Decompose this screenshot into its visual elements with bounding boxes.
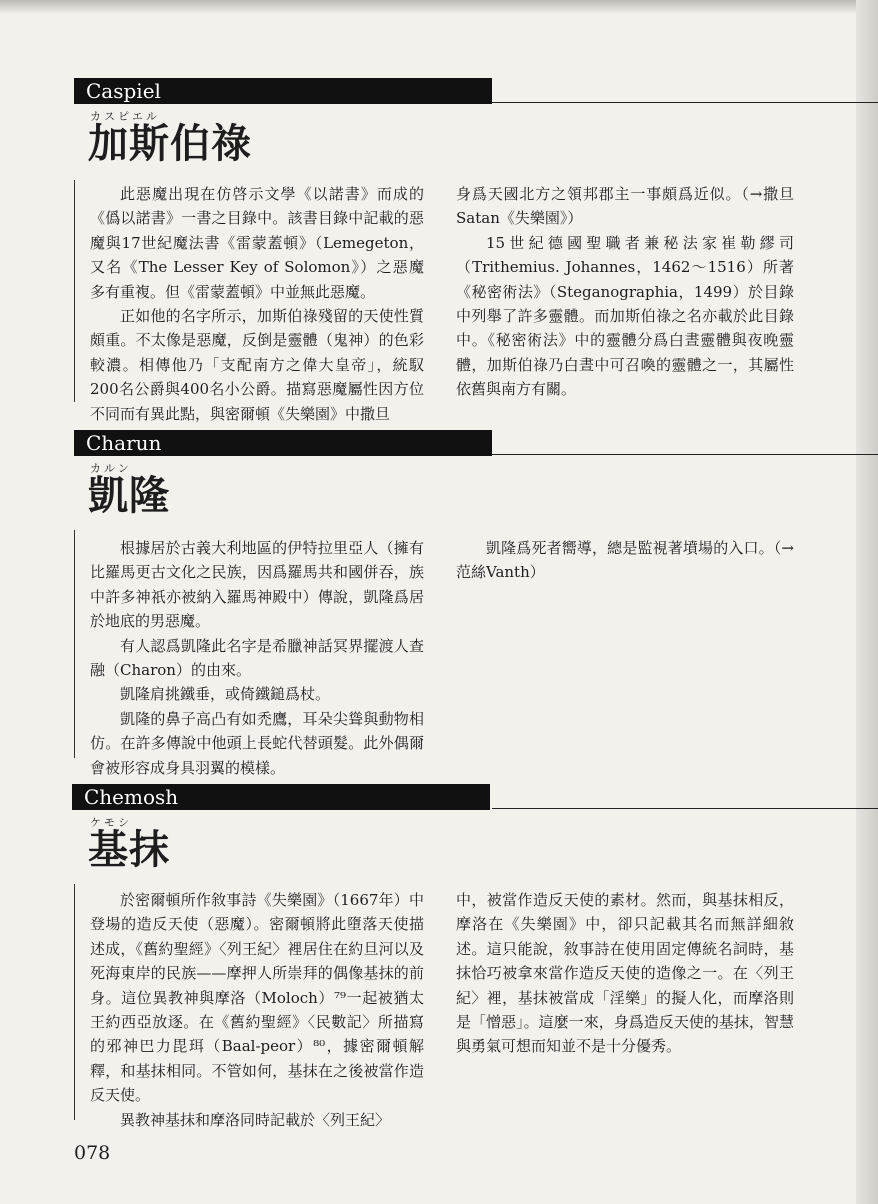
entry-left-column — [90, 536, 424, 780]
paragraph: 凱隆肩挑鐵垂，或倚鐵鎚爲杖。 — [120, 685, 331, 704]
entry-right-column — [456, 536, 794, 585]
entry-latin-name: Charun — [86, 431, 162, 455]
entry-kana: カスピエル — [90, 110, 160, 123]
page-top-shadow — [0, 0, 878, 14]
column-rule — [74, 530, 75, 758]
entry-latin-name: Chemosh — [84, 785, 179, 809]
entry-title: 基抹 — [88, 827, 170, 873]
entry-caspiel — [74, 78, 878, 423]
header-rule — [492, 808, 878, 809]
paragraph: 身爲天國北方之領邦郡主一事頗爲近似。（→撒旦Satan《失樂園》） — [456, 185, 794, 228]
entry-left-column — [90, 182, 424, 426]
paragraph: 根據居於古義大利地區的伊特拉里亞人（擁有比羅馬更古文化之民族，因爲羅馬共和國併吞，族中許多神祇亦被納入羅馬神殿中）傳說，凱隆爲居於地底的男惡魔。 — [90, 539, 424, 631]
column-rule — [74, 884, 75, 1120]
paragraph: 於密爾頓所作敘事詩《失樂園》（1667年）中登場的造反天使（惡魔）。密爾頓將此墮落天使描述成，《舊約聖經》〈列王紀〉裡居住在約旦河以及死海東岸的民族——摩押人所崇拜的偶像基抹的前身。這位異教神與摩洛（Moloch）⁷⁹一起被猶太王約西亞放逐。在《舊約聖經》〈民數記〉所描寫的邪神巴力毘珥（Baal-peor）⁸⁰，據密爾頓解釋，和基抹相同。不管如何，基抹在之後被當作造反天使。 — [90, 891, 424, 1105]
entry-left-column — [90, 888, 424, 1132]
entry-kana: ケモシ — [90, 816, 132, 829]
entry-right-column — [456, 888, 794, 1059]
page-number: 078 — [74, 1142, 111, 1164]
paragraph: 15世紀德國聖職者兼秘法家崔勒繆司（Trithemius. Johannes，1462～1516）所著《秘密術法》（Steganographia，1499）於目錄中列舉了許多靈體。而加斯伯祿之名亦載於此目錄中。《秘密術法》中的靈體分爲白晝靈體與夜晚靈體，加斯伯祿乃白晝中可召喚的靈體之一，其屬性依舊與南方有關。 — [456, 233, 794, 399]
column-rule — [74, 180, 75, 402]
entry-header-bar — [74, 78, 492, 104]
entry-kana: カルン — [90, 462, 132, 475]
header-rule — [492, 454, 878, 455]
paragraph: 此惡魔出現在仿啓示文學《以諾書》而成的《僞以諾書》一書之目錄中。該書目錄中記載的惡魔與17世紀魔法書《雷蒙蓋頓》（Lemegeton，又名《The Lesser Key of Solomon》）之惡魔多有重複。但《雷蒙蓋頓》中並無此惡魔。 — [90, 185, 424, 301]
paragraph: 有人認爲凱隆此名字是希臘神話冥界擺渡人查融（Charon）的由來。 — [90, 636, 424, 680]
entry-chemosh — [74, 784, 878, 1129]
entry-title: 凱隆 — [88, 473, 170, 519]
paragraph: 凱隆的鼻子高凸有如禿鷹，耳朵尖聳與動物相仿。在許多傳說中他頭上長蛇代替頭髮。此外偶爾會被形容成身具羽翼的模樣。 — [90, 709, 424, 777]
header-rule — [492, 102, 878, 103]
entry-right-column — [456, 182, 794, 402]
entry-charun — [74, 430, 878, 777]
entry-title: 加斯伯祿 — [88, 121, 252, 167]
paragraph: 異教神基抹和摩洛同時記載於〈列王紀〉 — [120, 1110, 391, 1129]
entry-latin-name: Caspiel — [86, 79, 161, 103]
entry-header-bar — [72, 784, 490, 810]
paragraph: 中，被當作造反天使的素材。然而，與基抹相反，摩洛在《失樂園》中，卻只記載其名而無詳細敘述。這只能說，敘事詩在使用固定傳統名詞時，基抹恰巧被拿來當作造反天使的造像之一。在〈列王紀〉裡，基抹被當成「淫樂」的擬人化，而摩洛則是「憎惡」。這麼一來，身爲造反天使的基抹，智慧與勇氣可想而知並不是十分優秀。 — [456, 891, 794, 1056]
paragraph: 凱隆爲死者嚮導，總是監視著墳場的入口。（→范絲Vanth） — [456, 539, 794, 582]
entry-header-bar — [74, 430, 492, 456]
paragraph: 正如他的名字所示，加斯伯祿殘留的天使性質頗重。不太像是惡魔，反倒是靈體（鬼神）的色彩較濃。相傳他乃「支配南方之偉大皇帝」，統馭200名公爵與400名小公爵。描寫惡魔屬性因方位不同而有異此點，與密爾頓《失樂園》中撒旦 — [90, 307, 424, 423]
